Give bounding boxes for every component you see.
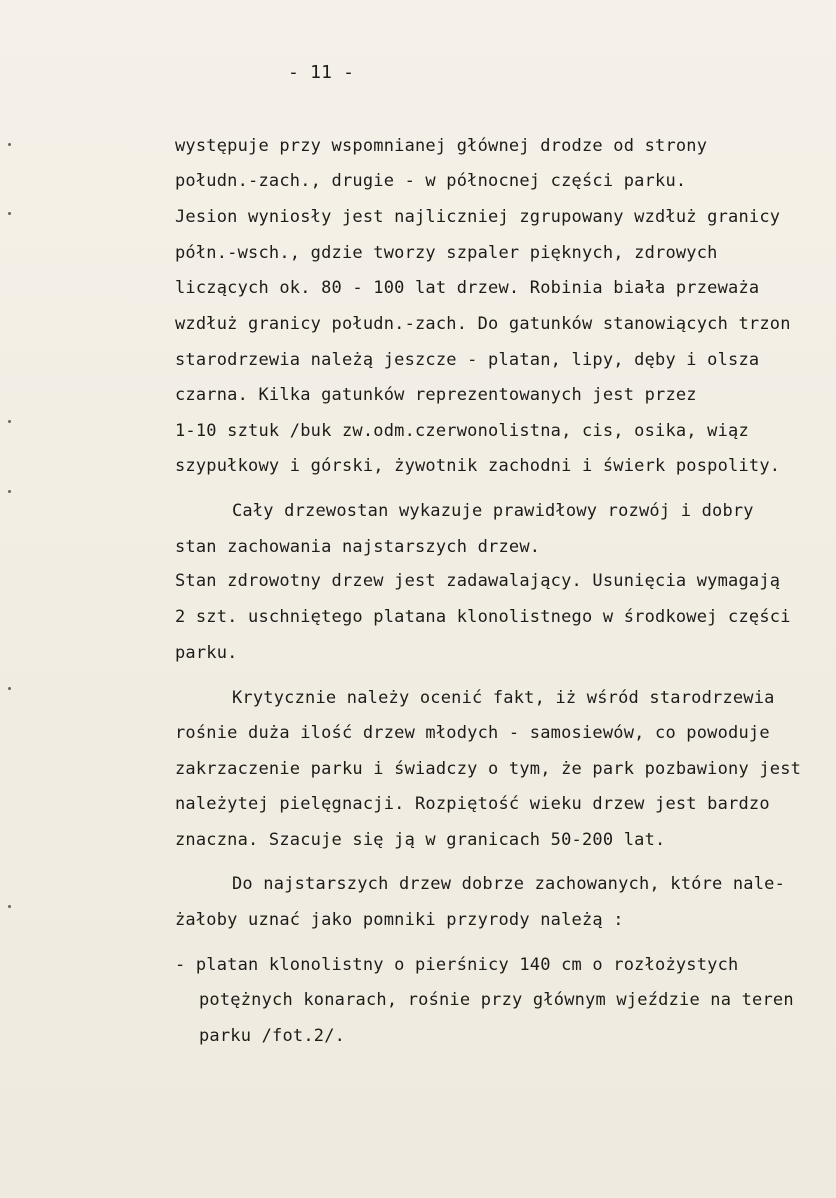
list-item: - platan klonolistny o pierśnicy 140 cm o rozłożystych <box>175 955 739 975</box>
text-line: czarna. Kilka gatunków reprezentowanych jest przez <box>175 385 697 405</box>
text-line: 1-10 sztuk /buk zw.odm.czerwonolistna, cis, osika, wiąz <box>175 421 749 441</box>
text-line: Cały drzewostan wykazuje prawidłowy rozwój i dobry <box>232 501 754 521</box>
text-line: należytej pielęgnacji. Rozpiętość wieku drzew jest bardzo <box>175 794 770 814</box>
text-line: rośnie duża ilość drzew młodych - samosiewów, co powoduje <box>175 723 770 743</box>
margin-mark <box>8 905 11 908</box>
margin-mark <box>8 490 11 493</box>
text-line: starodrzewia należą jeszcze - platan, lipy, dęby i olsza <box>175 350 760 370</box>
margin-mark <box>8 420 11 423</box>
text-line: liczących ok. 80 - 100 lat drzew. Robinia biała przeważa <box>175 278 760 298</box>
text-line: żałoby uznać jako pomniki przyrody należą : <box>175 910 624 930</box>
text-line: znaczna. Szacuje się ją w granicach 50-200 lat. <box>175 830 666 850</box>
text-line: stan zachowania najstarszych drzew. <box>175 537 541 557</box>
text-line: 2 szt. uschniętego platana klonolistnego w środkowej części <box>175 607 791 627</box>
text-line: zakrzaczenie parku i świadczy o tym, że park pozbawiony jest <box>175 759 802 779</box>
text-line: wzdłuż granicy połudn.-zach. Do gatunków stanowiących trzon <box>175 314 791 334</box>
margin-mark <box>8 687 11 690</box>
text-line: szypułkowy i górski, żywotnik zachodni i świerk pospolity. <box>175 456 781 476</box>
margin-mark <box>8 143 11 146</box>
margin-mark <box>8 212 11 215</box>
text-line: parku /fot.2/. <box>199 1026 346 1046</box>
text-line: Jesion wyniosły jest najliczniej zgrupowany wzdłuż granicy <box>175 207 781 227</box>
text-line: Stan zdrowotny drzew jest zadawalający. Usunięcia wymagają <box>175 571 781 591</box>
text-line: połudn.-zach., drugie - w północnej części parku. <box>175 171 687 191</box>
text-line: potężnych konarach, rośnie przy głównym wjeździe na teren <box>199 990 794 1010</box>
text-line: Krytycznie należy ocenić fakt, iż wśród starodrzewia <box>232 688 775 708</box>
text-line: występuje przy wspomnianej głównej drodze od strony <box>175 136 708 156</box>
text-line: Do najstarszych drzew dobrze zachowanych, które nale- <box>232 874 786 894</box>
text-line: parku. <box>175 643 238 663</box>
page-number: - 11 - <box>288 62 355 83</box>
text-line: półn.-wsch., gdzie tworzy szpaler pięknych, zdrowych <box>175 243 718 263</box>
